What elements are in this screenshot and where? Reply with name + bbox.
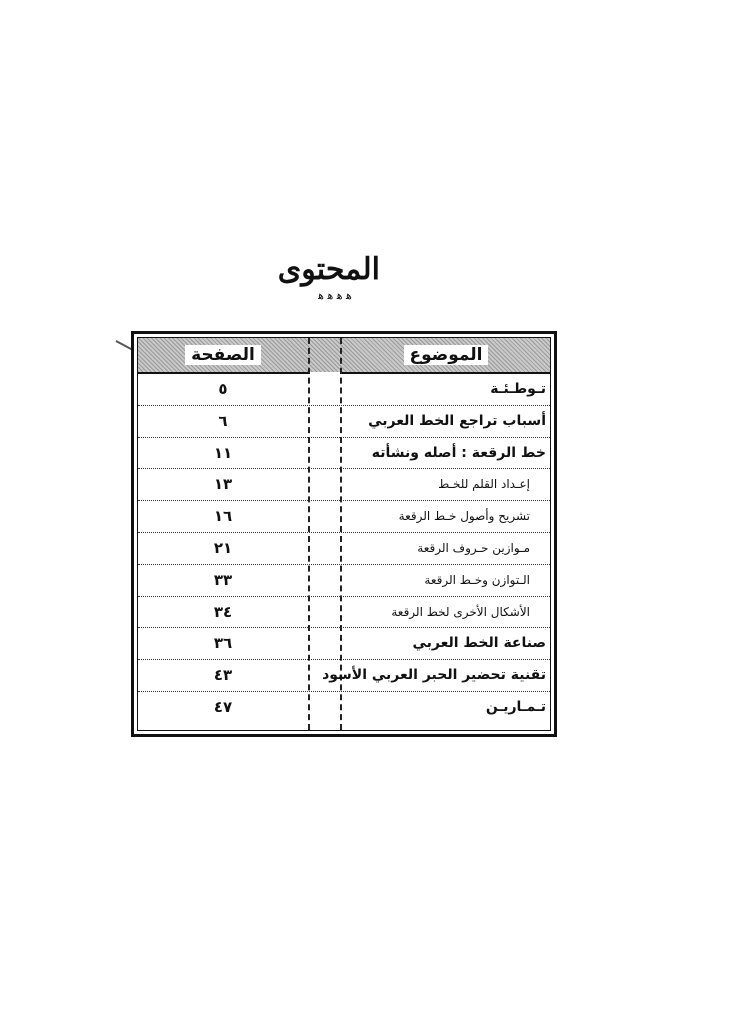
- toc-entry-subject: خط الرقعة : أصله ونشأته: [371, 444, 546, 461]
- table-row: [138, 533, 550, 565]
- column-header-subject: الموضوع: [342, 338, 550, 372]
- table-of-contents: [131, 331, 557, 737]
- table-row: [138, 374, 550, 406]
- toc-entry-page: ٣٣: [213, 570, 233, 589]
- toc-entry-subject: تـمـاريـن: [485, 698, 546, 715]
- toc-entry-subject: تـوطـئـة: [490, 381, 546, 397]
- toc-entry-page: ٤٧: [213, 697, 233, 716]
- toc-entry-subject: الأشكال الأخرى لخط الرقعة: [391, 604, 530, 619]
- toc-entry-page: ٢١: [213, 538, 233, 557]
- table-row: [138, 406, 550, 438]
- toc-entry-subject: الـتوازن وخـط الرقعة: [424, 572, 530, 587]
- toc-inner-frame: [137, 337, 551, 731]
- toc-entry-subject: مـوازين حـروف الرقعة: [417, 540, 530, 555]
- table-row: [138, 438, 550, 470]
- toc-header: [138, 338, 550, 374]
- table-row: [138, 660, 550, 692]
- toc-entry-subject: إعـداد القلم للخـط: [438, 477, 530, 492]
- toc-entry-subject: صناعة الخط العربي: [412, 635, 546, 652]
- ornament-icon: ﮬ ﮬ ﮬ ﮬ: [318, 289, 352, 302]
- page-title: المحتوى: [277, 252, 380, 287]
- toc-entry-page: ١٣: [213, 475, 233, 494]
- toc-entry-subject: أسباب تراجع الخط العربي: [368, 412, 546, 429]
- toc-entry-page: ٥: [218, 380, 228, 398]
- table-row: [138, 597, 550, 629]
- toc-entry-page: ٣٤: [213, 602, 233, 621]
- table-row: [138, 501, 550, 533]
- column-header-page: الصفحة: [138, 338, 308, 372]
- page-heading: [277, 250, 380, 312]
- table-row: [138, 692, 550, 724]
- toc-rows: [138, 374, 550, 724]
- toc-entry-subject: تشريح وأصول خـط الرقعة: [398, 509, 530, 524]
- toc-entry-page: ٦: [218, 411, 228, 430]
- toc-entry-page: ١٦: [213, 507, 233, 526]
- table-row: [138, 565, 550, 597]
- table-row: [138, 628, 550, 660]
- toc-entry-page: ٣٦: [213, 634, 233, 653]
- toc-entry-subject: تقنية تحضير الحبر العربي الأسود: [322, 667, 546, 684]
- toc-entry-page: ١١: [213, 443, 233, 462]
- toc-entry-page: ٤٣: [213, 666, 233, 685]
- table-row: [138, 469, 550, 501]
